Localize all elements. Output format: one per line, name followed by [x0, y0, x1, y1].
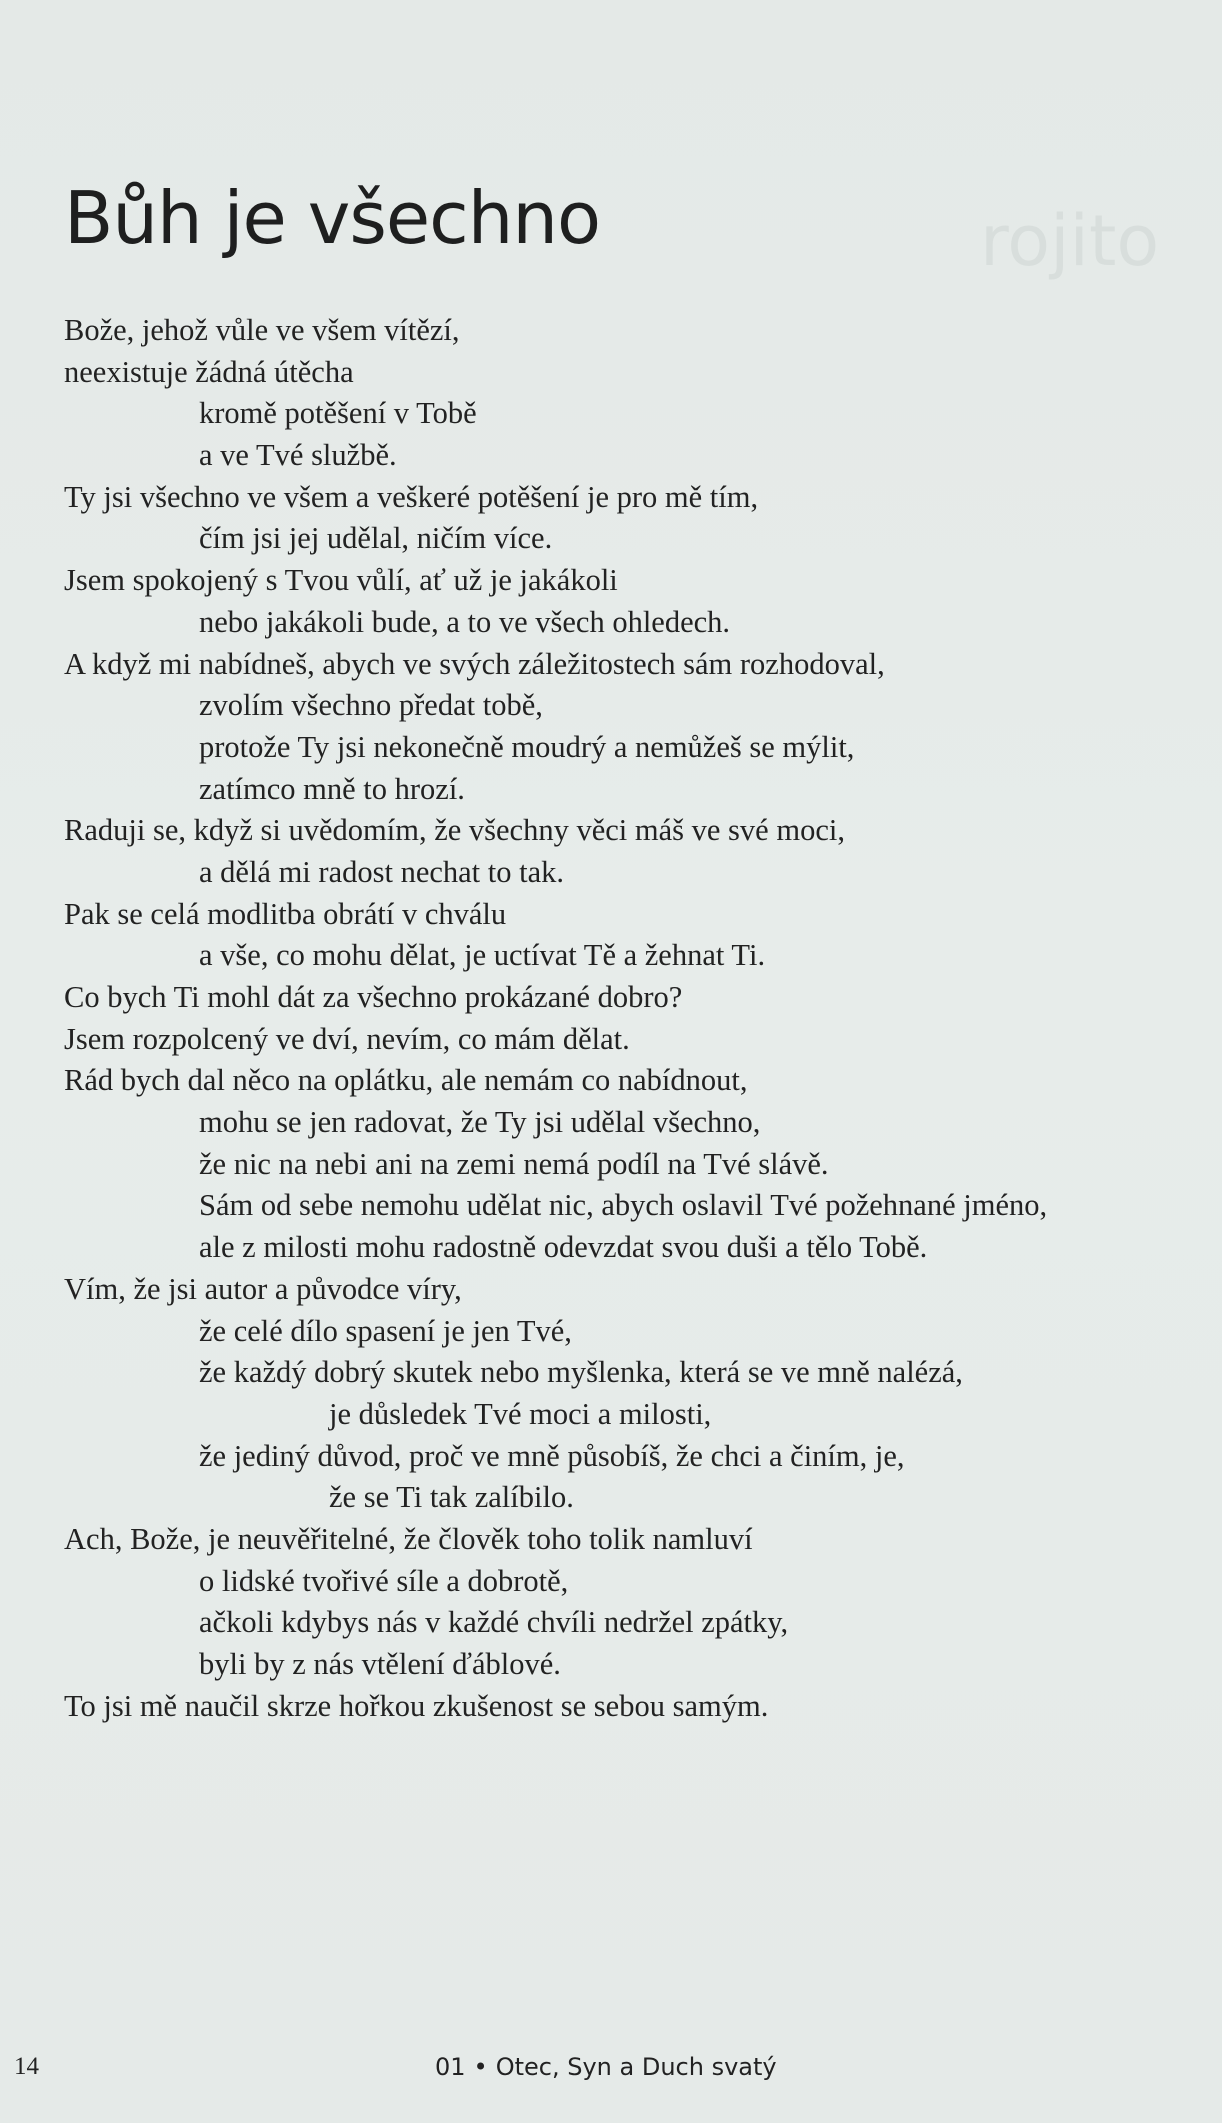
poem-line: Co bych Ti mohl dát za všechno prokázané dobro? — [64, 980, 683, 1014]
poem-line: o lidské tvořivé síle a dobrotě, — [199, 1563, 569, 1598]
poem-line: čím jsi jej udělal, ničím více. — [199, 521, 553, 556]
poem-line: byli by z nás vtělení ďáblové. — [199, 1647, 561, 1681]
page-number: 14 — [14, 2053, 39, 2080]
poem-line: že jediný důvod, proč ve mně působíš, že chci a činím, je, — [199, 1438, 905, 1473]
poem-line: Bože, jehož vůle ve všem vítězí, — [64, 313, 460, 347]
poem-body — [64, 310, 1204, 1727]
poem-line: nebo jakákoli bude, a to ve všech ohledech. — [199, 604, 731, 639]
poem-line: a vše, co mohu dělat, je uctívat Tě a žehnat Ti. — [199, 938, 766, 973]
poem-line: Raduji se, když si uvědomím, že všechny věci máš ve své moci, — [64, 813, 845, 848]
show-through-text: rojito — [980, 200, 1160, 282]
poem-line: neexistuje žádná útěcha — [64, 354, 354, 389]
poem-line: Ty jsi všechno ve všem a veškeré potěšení je pro mě tím, — [64, 479, 759, 514]
poem-line: a dělá mi radost nechat to tak. — [199, 854, 565, 889]
poem-line: Jsem spokojený s Tvou vůlí, ať už je jakákoli — [64, 563, 618, 598]
poem-line: je důsledek Tvé moci a milosti, — [329, 1396, 712, 1431]
separator-dot: • — [473, 2053, 488, 2081]
poem-line: zatímco mně to hrozí. — [199, 771, 465, 806]
poem-line: Pak se celá modlitba obrátí v chválu — [64, 896, 507, 931]
poem-line: že se Ti tak zalíbilo. — [329, 1480, 574, 1515]
poem-line: Vím, že jsi autor a původce víry, — [64, 1271, 462, 1306]
poem-line: protože Ty jsi nekonečně moudrý a nemůžeš se mýlit, — [199, 729, 855, 764]
chapter-title: Otec, Syn a Duch svatý — [495, 2053, 777, 2081]
poem-line: To jsi mě naučil skrze hořkou zkušenost se sebou samým. — [64, 1688, 769, 1723]
poem-line: Ach, Bože, je neuvěřitelné, že člověk toho tolik namluví — [64, 1521, 753, 1556]
page-title: Bůh je všechno — [64, 176, 601, 260]
poem-line: Rád bych dal něco na oplátku, ale nemám co nabídnout, — [64, 1063, 748, 1098]
poem-line: Jsem rozpolcený ve dví, nevím, co mám dělat. — [64, 1021, 630, 1056]
poem-line: ale z milosti mohu radostně odevzdat svou duši a tělo Tobě. — [199, 1230, 928, 1265]
running-footer — [435, 2053, 777, 2081]
poem-line: že celé dílo spasení je jen Tvé, — [199, 1313, 572, 1348]
poem-line: ačkoli kdybys nás v každé chvíli nedržel zpátky, — [199, 1605, 789, 1640]
poem-line: Sám od sebe nemohu udělat nic, abych oslavil Tvé požehnané jméno, — [199, 1188, 1048, 1223]
poem-line: že každý dobrý skutek nebo myšlenka, která se ve mně nalézá, — [199, 1355, 963, 1390]
poem-line: zvolím všechno předat tobě, — [199, 688, 543, 723]
poem-line: mohu se jen radovat, že Ty jsi udělal všechno, — [199, 1105, 761, 1140]
chapter-number: 01 — [435, 2053, 466, 2081]
poem-line: že nic na nebi ani na zemi nemá podíl na Tvé slávě. — [199, 1146, 829, 1181]
poem-line: kromě potěšení v Tobě — [199, 396, 477, 431]
poem-line: a ve Tvé službě. — [199, 438, 397, 473]
poem-line: A když mi nabídneš, abych ve svých záležitostech sám rozhodoval, — [64, 646, 885, 681]
